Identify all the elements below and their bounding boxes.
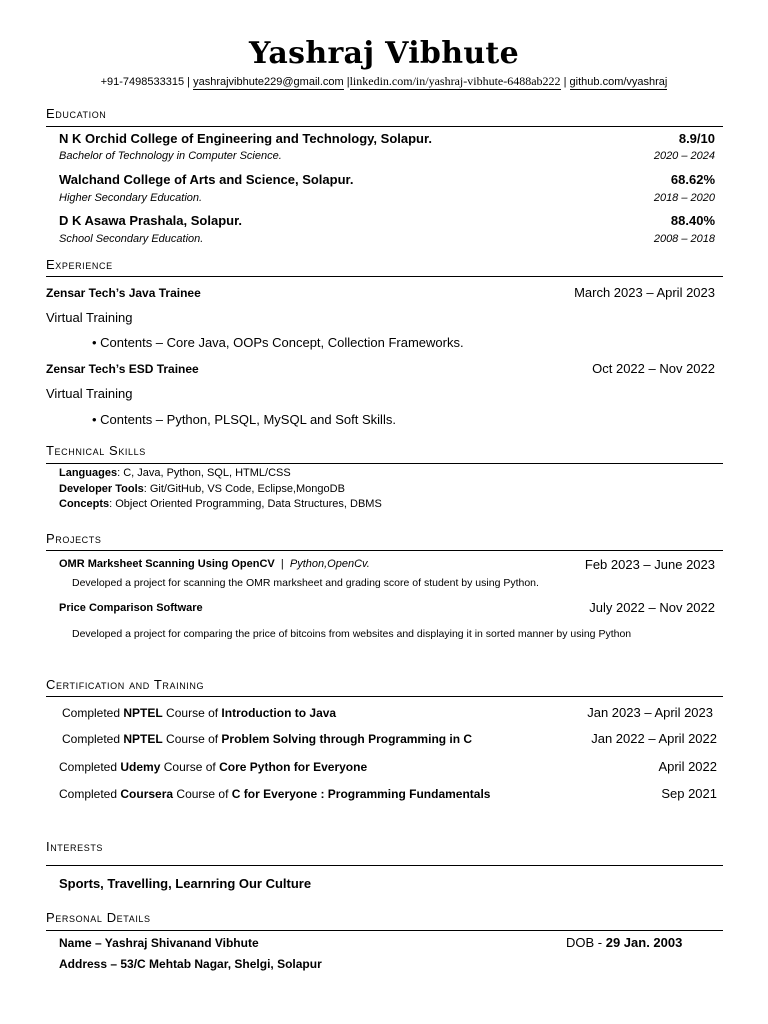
cert-prefix: Completed [59,760,121,774]
cert-provider: NPTEL [123,732,163,746]
section-heading-skills: Technical Skills [46,443,146,458]
certification-row [59,760,367,774]
dob-label: DOB - [566,935,606,950]
education-institution: D K Asawa Prashala, Solapur. [59,213,243,228]
section-rule [46,696,723,697]
section-rule [46,865,723,866]
project-tech: Python,OpenCv. [289,558,370,570]
cert-course: Problem Solving through Programming in C [221,732,473,746]
personal-name: Name – Yashraj Shivanand Vibhute [59,936,259,950]
cert-mid: Course of [162,706,222,720]
cert-provider: Coursera [120,787,174,801]
experience-contents: • Contents – Python, PLSQL, MySQL and Soft Skills. [92,412,396,427]
education-institution: N K Orchid College of Engineering and Technology, Solapur. [59,131,432,146]
experience-title: Zensar Tech’s ESD Trainee [46,362,199,376]
cert-dates: Sep 2021 [661,786,717,801]
education-degree: Bachelor of Technology in Computer Science. [59,150,282,162]
cert-prefix: Completed [62,732,124,746]
education-years: 2018 – 2020 [653,192,715,204]
section-heading-projects: Projects [46,531,102,546]
project-description: Developed a project for comparing the price of bitcoins from websites and displaying it in sorted manner by using Python [72,628,632,640]
certification-row [62,732,472,746]
separator: | [277,558,287,570]
resume-name: Yashraj Vibhute [249,36,519,71]
section-rule [46,550,723,551]
skill-label: Developer Tools [59,483,144,495]
skill-row [59,498,382,510]
section-rule [46,276,723,277]
education-years: 2008 – 2018 [653,233,715,245]
email-link[interactable]: yashrajvibhute229@gmail.com [193,76,344,88]
section-rule [46,126,723,127]
project-dates: Feb 2023 – June 2023 [584,557,715,572]
cert-prefix: Completed [59,787,121,801]
education-institution: Walchand College of Arts and Science, Solapur. [59,172,354,187]
project-dates: July 2022 – Nov 2022 [589,600,715,615]
project-title: OMR Marksheet Scanning Using OpenCV [59,558,275,570]
section-heading-interests: Interests [46,839,104,854]
separator: | [346,76,350,88]
skill-label: Languages [59,467,118,479]
experience-dates: Oct 2022 – Nov 2022 [592,361,715,376]
cert-prefix: Completed [62,706,124,720]
phone: +91-7498533315 [100,76,185,88]
cert-dates: Jan 2022 – April 2022 [591,731,717,746]
education-score: 8.9/10 [678,131,715,146]
separator: | [563,76,567,88]
experience-mode: Virtual Training [46,386,133,401]
experience-mode: Virtual Training [46,310,133,325]
education-years: 2020 – 2024 [653,150,715,162]
experience-contents: • Contents – Core Java, OOPs Concept, Collection Frameworks. [92,335,464,350]
linkedin-link[interactable]: linkedin.com/in/yashraj-vibhute-6488ab222 [349,74,561,88]
skill-value: : Object Oriented Programming, Data Structures, DBMS [109,498,382,510]
section-heading-personal: Personal Details [46,910,151,925]
skill-row [59,467,291,479]
personal-dob [566,935,682,950]
cert-provider: Udemy [120,760,161,774]
section-heading-certifications: Certification and Training [46,677,205,692]
cert-mid: Course of [162,732,222,746]
dob-value: 29 Jan. 2003 [605,935,683,950]
cert-provider: NPTEL [123,706,163,720]
experience-dates: March 2023 – April 2023 [574,285,715,300]
project-header [59,558,370,570]
cert-dates: Jan 2023 – April 2023 [587,705,713,720]
section-rule [46,930,723,931]
cert-course: Introduction to Java [221,706,337,720]
project-title: Price Comparison Software [59,602,203,614]
cert-mid: Course of [173,787,232,801]
cert-course: C for Everyone : Programming Fundamentals [231,787,491,801]
education-degree: School Secondary Education. [59,233,204,245]
contact-line [0,74,768,89]
separator: | [187,76,191,88]
certification-row [59,787,490,801]
cert-course: Core Python for Everyone [219,760,368,774]
cert-dates: April 2022 [658,759,717,774]
education-score: 68.62% [670,172,715,187]
education-score: 88.40% [670,213,715,228]
interests-text: Sports, Travelling, Learnring Our Culture [59,876,312,891]
section-heading-experience: Experience [46,257,113,272]
skill-value: : C, Java, Python, SQL, HTML/CSS [117,467,291,479]
experience-title: Zensar Tech’s Java Trainee [46,286,201,300]
skill-label: Concepts [59,498,110,510]
certification-row [62,706,336,720]
skill-row [59,483,345,495]
cert-mid: Course of [160,760,220,774]
skill-value: : Git/GitHub, VS Code, Eclipse,MongoDB [143,483,345,495]
education-degree: Higher Secondary Education. [59,192,203,204]
section-heading-education: Education [46,106,107,121]
project-description: Developed a project for scanning the OMR marksheet and grading score of student by using Python. [72,577,539,589]
github-link[interactable]: github.com/vyashraj [569,76,668,88]
section-rule [46,463,723,464]
personal-address: Address – 53/C Mehtab Nagar, Shelgi, Solapur [59,957,322,971]
